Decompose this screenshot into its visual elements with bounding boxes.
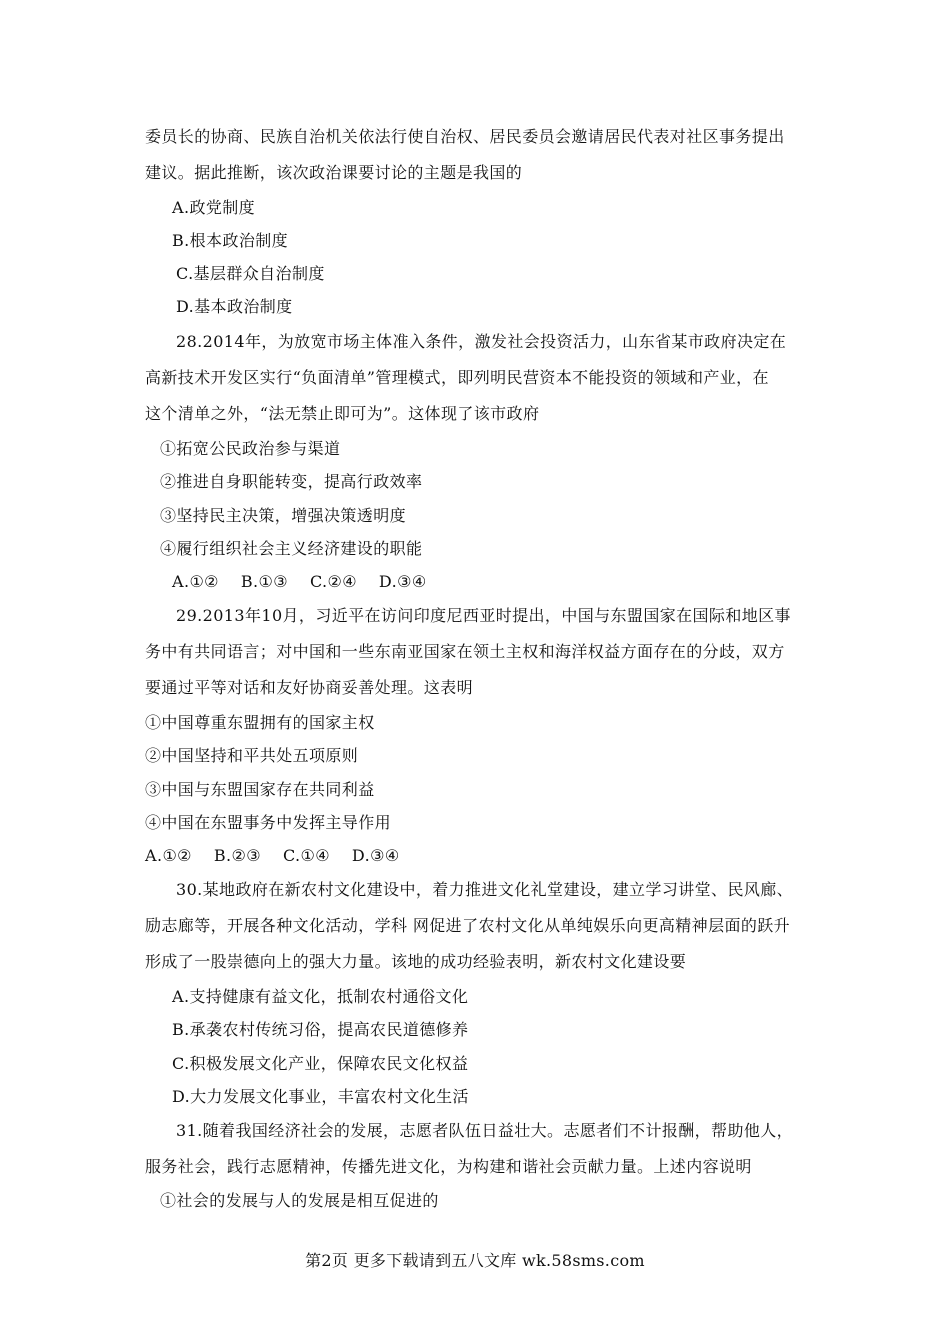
q28-line-3: 这个清单之外，“法无禁止即可为”。这体现了该市政府 — [145, 404, 540, 423]
q30-option-c: C.积极发展文化产业，保障农民文化权益 — [172, 1054, 469, 1073]
q29-line-3: 要通过平等对话和友好协商妥善处理。这表明 — [145, 678, 474, 697]
q31-line-1: 31.随着我国经济社会的发展，志愿者队伍日益壮大。志愿者们不计报酬，帮助他人， — [176, 1121, 794, 1140]
q29-line-1: 29.2013年10月，习近平在访问印度尼西亚时提出，中国与东盟国家在国际和地区事 — [176, 606, 791, 625]
q28-item-4: ④履行组织社会主义经济建设的职能 — [160, 539, 423, 558]
q28-item-3: ③坚持民主决策，增强决策透明度 — [160, 506, 407, 525]
q29-choices: A.①② B.②③ C.①④ D.③④ — [145, 846, 400, 865]
q29-item-2: ②中国坚持和平共处五项原则 — [145, 746, 359, 765]
q29-item-3: ③中国与东盟国家存在共同利益 — [145, 780, 375, 799]
q28-item-1: ①拓宽公民政治参与渠道 — [160, 439, 341, 458]
q30-option-b: B.承袭农村传统习俗，提高农民道德修养 — [172, 1020, 469, 1039]
q31-item-1: ①社会的发展与人的发展是相互促进的 — [160, 1191, 439, 1210]
q29-line-2: 务中有共同语言；对中国和一些东南亚国家在领土主权和海洋权益方面存在的分歧，双方 — [145, 642, 785, 661]
q30-line-2: 励志廊等，开展各种文化活动，学科 网促进了农村文化从单纯娱乐向更高精神层面的跃升 — [145, 916, 791, 935]
q30-line-1: 30.某地政府在新农村文化建设中，着力推进文化礼堂建设，建立学习讲堂、民风廊、 — [176, 880, 794, 899]
intro-option-c: C.基层群众自治制度 — [176, 264, 325, 283]
q28-choices: A.①② B.①③ C.②④ D.③④ — [172, 572, 427, 591]
q30-option-a: A.支持健康有益文化，抵制农村通俗文化 — [172, 987, 469, 1006]
q28-item-2: ②推进自身职能转变，提高行政效率 — [160, 472, 423, 491]
q31-line-2: 服务社会，践行志愿精神，传播先进文化，为构建和谐社会贡献力量。上述内容说明 — [145, 1157, 752, 1176]
q30-option-d: D.大力发展文化事业，丰富农村文化生活 — [172, 1087, 469, 1106]
q28-line-2: 高新技术开发区实行“负面清单”管理模式，即列明民营资本不能投资的领域和产业，在 — [145, 368, 769, 387]
intro-option-d: D.基本政治制度 — [176, 297, 293, 316]
intro-option-a: A.政党制度 — [172, 198, 256, 217]
q29-item-1: ①中国尊重东盟拥有的国家主权 — [145, 713, 375, 732]
intro-option-b: B.根本政治制度 — [172, 231, 289, 250]
intro-line-2: 建议。据此推断，该次政治课要讨论的主题是我国的 — [145, 163, 523, 182]
page-footer: 第2页 更多下载请到五八文库 wk.58sms.com — [305, 1251, 645, 1270]
q30-line-3: 形成了一股崇德向上的强大力量。该地的成功经验表明，新农村文化建设要 — [145, 952, 687, 971]
q29-item-4: ④中国在东盟事务中发挥主导作用 — [145, 813, 392, 832]
q28-line-1: 28.2014年，为放宽市场主体准入条件，激发社会投资活力，山东省某市政府决定在 — [176, 332, 787, 351]
intro-line-1: 委员长的协商、民族自治机关依法行使自治权、居民委员会邀请居民代表对社区事务提出 — [145, 127, 785, 146]
